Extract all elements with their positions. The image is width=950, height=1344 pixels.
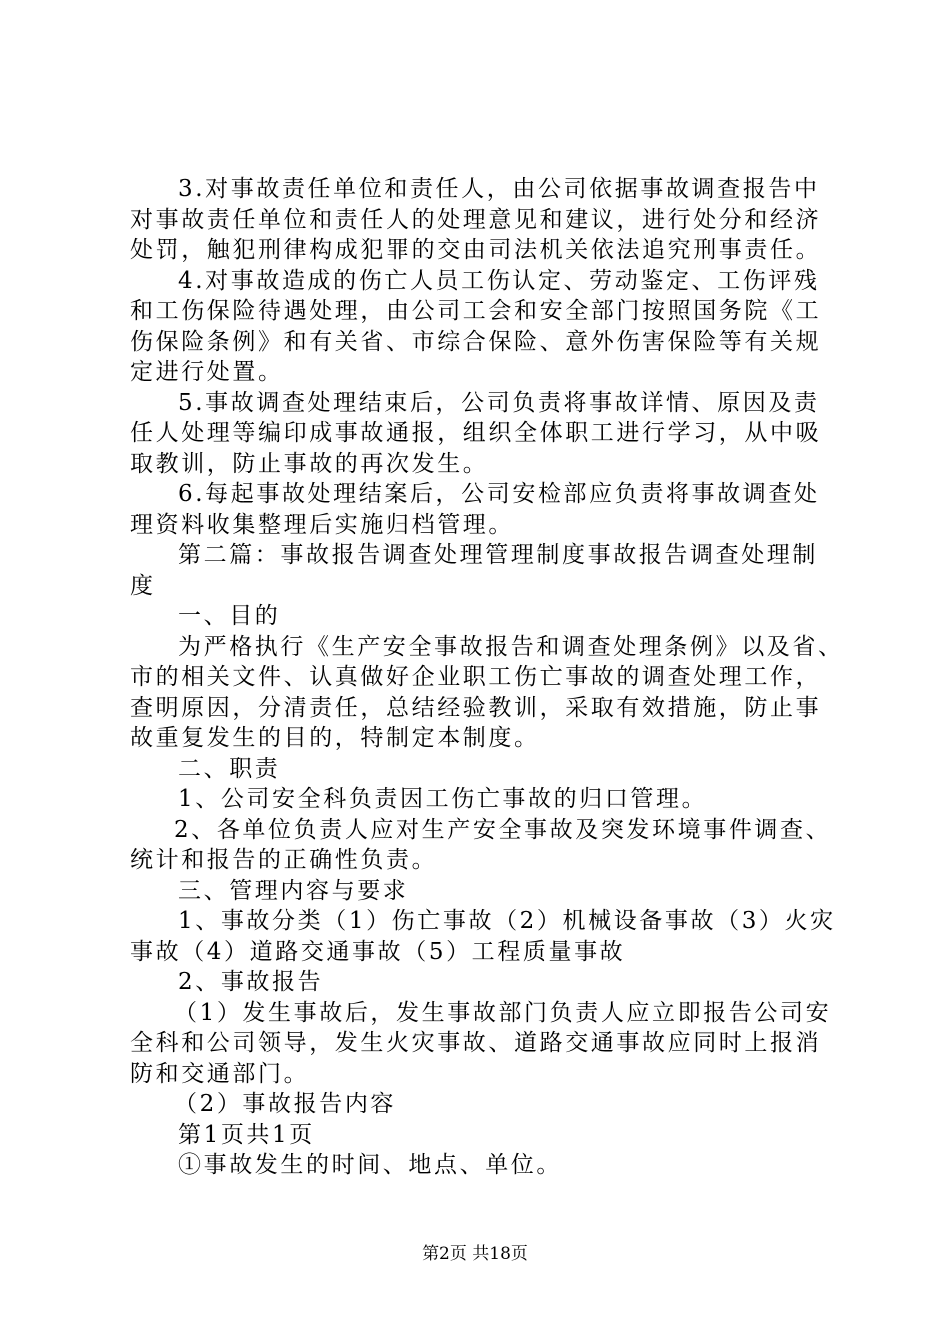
text-line: （1）发生事故后，发生事故部门负责人应立即报告公司安 <box>174 999 832 1026</box>
text-line: 全科和公司领导，发生火灾事故、道路交通事故应同时上报消 <box>130 1030 822 1056</box>
text-line: 定进行处置。 <box>130 359 284 385</box>
inline-page-marker: 第1页共1页 <box>178 1121 315 1148</box>
text-line: 对事故责任单位和责任人的处理意见和建议，进行处分和经济 <box>130 206 822 233</box>
text-line: 4.对事故造成的伤亡人员工伤认定、劳动鉴定、工伤评残 <box>178 267 820 294</box>
text-line: 2、各单位负责人应对生产安全事故及突发环境事件调查、 <box>174 816 832 843</box>
section-heading-continued: 度 <box>130 572 156 599</box>
subheading: 三、管理内容与要求 <box>178 877 409 904</box>
text-line: 取教训，防止事故的再次发生。 <box>130 450 489 477</box>
text-line: 3.对事故责任单位和责任人，由公司依据事故调查报告中 <box>178 176 820 202</box>
text-line: （2）事故报告内容 <box>174 1091 397 1117</box>
text-line: ①事故发生的时间、地点、单位。 <box>178 1152 562 1178</box>
text-line: 任人处理等编印成事故通报，组织全体职工进行学习，从中吸 <box>130 420 822 446</box>
text-line: 1、事故分类（1）伤亡事故（2）机械设备事故（3）火灾 <box>178 908 836 934</box>
text-line: 2、事故报告 <box>178 969 324 995</box>
text-line: 查明原因，分清责任，总结经验教训，采取有效措施，防止事 <box>130 694 822 721</box>
text-line: 为严格执行《生产安全事故报告和调查处理条例》以及省、 <box>178 633 844 660</box>
section-heading: 第二篇：事故报告调查处理管理制度事故报告调查处理制 <box>178 542 818 568</box>
text-line: 5.事故调查处理结束后，公司负责将事故详情、原因及责 <box>178 389 820 416</box>
subheading: 二、职责 <box>178 755 281 782</box>
text-line: 防和交通部门。 <box>130 1060 310 1087</box>
text-line: 事故（4）道路交通事故（5）工程质量事故 <box>130 938 626 965</box>
text-line: 理资料收集整理后实施归档管理。 <box>130 511 514 538</box>
document-body <box>130 174 844 1181</box>
text-line: 故重复发生的目的，特制定本制度。 <box>130 725 540 751</box>
text-line: 统计和报告的正确性负责。 <box>130 847 438 873</box>
text-line: 处罚，触犯刑律构成犯罪的交由司法机关依法追究刑事责任。 <box>130 237 822 263</box>
text-line: 市的相关文件、认真做好企业职工伤亡事故的调查处理工作， <box>130 664 822 690</box>
text-line: 1、公司安全科负责因工伤亡事故的归口管理。 <box>178 786 708 812</box>
text-line: 和工伤保险待遇处理，由公司工会和安全部门按照国务院《工 <box>130 298 822 324</box>
text-line: 6.每起事故处理结案后，公司安检部应负责将事故调查处 <box>178 481 820 507</box>
text-line: 伤保险条例》和有关省、市综合保险、意外伤害保险等有关规 <box>130 328 822 355</box>
subheading: 一、目的 <box>178 603 281 629</box>
page-footer: 第2页 共18页 <box>422 1244 528 1264</box>
